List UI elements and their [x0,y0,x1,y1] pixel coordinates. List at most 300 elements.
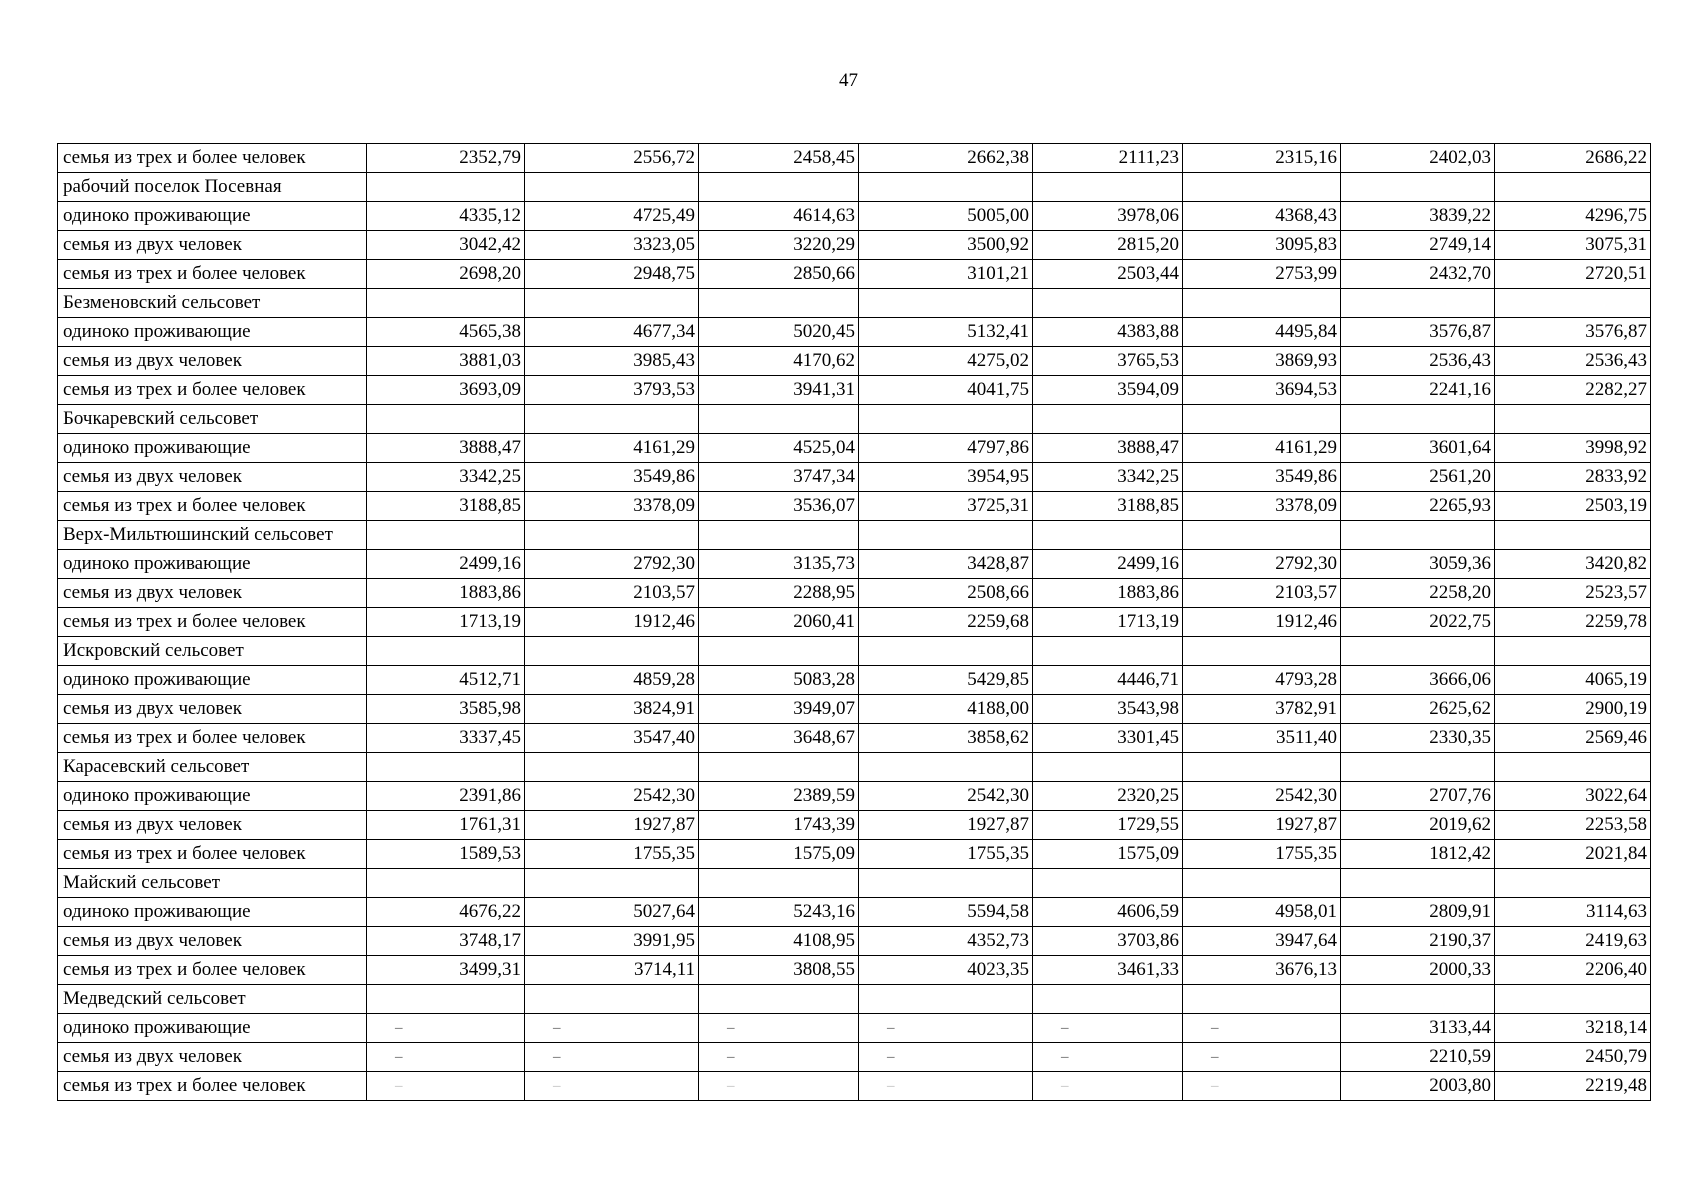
value-cell: 2219,48 [1495,1072,1651,1101]
value-cell: 1755,35 [859,840,1033,869]
value-cell: 3985,43 [525,347,699,376]
empty-cell [1183,289,1341,318]
table-row [58,202,1651,231]
row-label: семья из трех и более человек [58,840,367,869]
empty-cell [1341,985,1495,1014]
empty-value-dash: – [525,1072,699,1101]
value-cell: 2499,16 [1033,550,1183,579]
value-cell: 2320,25 [1033,782,1183,811]
value-cell: 3095,83 [1183,231,1341,260]
value-cell: 2241,16 [1341,376,1495,405]
value-cell: 2815,20 [1033,231,1183,260]
value-cell: 3947,64 [1183,927,1341,956]
row-label: семья из трех и более человек [58,1072,367,1101]
value-cell: 4677,34 [525,318,699,347]
group-label: Медведский сельсовет [58,985,367,1014]
empty-cell [367,521,525,550]
value-cell: 4065,19 [1495,666,1651,695]
value-cell: 3941,31 [699,376,859,405]
value-cell: 3782,91 [1183,695,1341,724]
value-cell: 2288,95 [699,579,859,608]
empty-cell [525,289,699,318]
value-cell: 2060,41 [699,608,859,637]
value-cell: 2542,30 [859,782,1033,811]
table-row [58,1014,1651,1043]
value-cell: 2259,68 [859,608,1033,637]
value-cell: 3220,29 [699,231,859,260]
value-cell: 1743,39 [699,811,859,840]
table-row [58,1043,1651,1072]
value-cell: 2210,59 [1341,1043,1495,1072]
value-cell: 3888,47 [367,434,525,463]
empty-value-dash: – [699,1072,859,1101]
value-cell: 3188,85 [1033,492,1183,521]
table-row [58,840,1651,869]
empty-cell [1033,637,1183,666]
value-cell: 3101,21 [859,260,1033,289]
value-cell: 4296,75 [1495,202,1651,231]
table-row [58,579,1651,608]
value-cell: 2003,80 [1341,1072,1495,1101]
empty-value-dash: – [1183,1072,1341,1101]
value-cell: 1927,87 [859,811,1033,840]
value-cell: 1755,35 [1183,840,1341,869]
value-cell: 2686,22 [1495,144,1651,173]
value-cell: 1927,87 [525,811,699,840]
value-cell: 4161,29 [525,434,699,463]
row-label: одиноко проживающие [58,434,367,463]
value-cell: 2503,19 [1495,492,1651,521]
empty-cell [859,637,1033,666]
empty-value-dash: – [1033,1014,1183,1043]
table-row [58,376,1651,405]
value-cell: 5005,00 [859,202,1033,231]
value-cell: 3954,95 [859,463,1033,492]
value-cell: 3075,31 [1495,231,1651,260]
row-label: семья из двух человек [58,811,367,840]
row-label: одиноко проживающие [58,550,367,579]
table-row [58,811,1651,840]
row-label: семья из трех и более человек [58,376,367,405]
empty-cell [367,289,525,318]
value-cell: 2536,43 [1495,347,1651,376]
group-label: Майский сельсовет [58,869,367,898]
empty-cell [859,753,1033,782]
value-cell: 1589,53 [367,840,525,869]
value-cell: 2352,79 [367,144,525,173]
value-cell: 4725,49 [525,202,699,231]
table-row [58,956,1651,985]
value-cell: 3703,86 [1033,927,1183,956]
table-row [58,231,1651,260]
empty-value-dash: – [699,1043,859,1072]
value-cell: 3998,92 [1495,434,1651,463]
row-label: семья из двух человек [58,927,367,956]
value-cell: 3059,36 [1341,550,1495,579]
empty-cell [1033,405,1183,434]
table-row [58,666,1651,695]
value-cell: 2315,16 [1183,144,1341,173]
value-cell: 2206,40 [1495,956,1651,985]
value-cell: 3549,86 [525,463,699,492]
group-header-row [58,753,1651,782]
empty-cell [1033,173,1183,202]
value-cell: 3666,06 [1341,666,1495,695]
empty-cell [1495,289,1651,318]
value-cell: 4041,75 [859,376,1033,405]
value-cell: 1927,87 [1183,811,1341,840]
empty-cell [699,869,859,898]
value-cell: 3714,11 [525,956,699,985]
group-header-row [58,521,1651,550]
value-cell: 2391,86 [367,782,525,811]
group-label: Безменовский сельсовет [58,289,367,318]
empty-value-dash: – [1033,1043,1183,1072]
value-cell: 3648,67 [699,724,859,753]
empty-cell [1183,753,1341,782]
value-cell: 2833,92 [1495,463,1651,492]
value-cell: 3342,25 [1033,463,1183,492]
value-cell: 4161,29 [1183,434,1341,463]
value-cell: 3342,25 [367,463,525,492]
row-label: одиноко проживающие [58,666,367,695]
table-row [58,927,1651,956]
empty-cell [525,985,699,1014]
value-cell: 3869,93 [1183,347,1341,376]
empty-value-dash: – [859,1014,1033,1043]
value-cell: 3576,87 [1495,318,1651,347]
empty-cell [1033,289,1183,318]
empty-cell [1495,637,1651,666]
row-label: семья из трех и более человек [58,724,367,753]
row-label: одиноко проживающие [58,1014,367,1043]
empty-cell [1341,869,1495,898]
row-label: одиноко проживающие [58,782,367,811]
value-cell: 3808,55 [699,956,859,985]
table-row [58,347,1651,376]
value-cell: 3218,14 [1495,1014,1651,1043]
empty-value-dash: – [367,1043,525,1072]
empty-cell [699,753,859,782]
row-label: семья из двух человек [58,1043,367,1072]
value-cell: 4170,62 [699,347,859,376]
row-label: одиноко проживающие [58,898,367,927]
group-label: Карасевский сельсовет [58,753,367,782]
value-cell: 1575,09 [699,840,859,869]
empty-cell [525,637,699,666]
empty-value-dash: – [367,1072,525,1101]
table-row [58,724,1651,753]
value-cell: 1713,19 [1033,608,1183,637]
empty-cell [1183,637,1341,666]
empty-cell [525,521,699,550]
group-label: Верх-Мильтюшинский сельсовет [58,521,367,550]
empty-cell [1495,985,1651,1014]
value-cell: 1729,55 [1033,811,1183,840]
value-cell: 2000,33 [1341,956,1495,985]
value-cell: 3576,87 [1341,318,1495,347]
value-cell: 2753,99 [1183,260,1341,289]
row-label: семья из трех и более человек [58,144,367,173]
empty-cell [859,869,1033,898]
empty-cell [1495,173,1651,202]
value-cell: 2508,66 [859,579,1033,608]
empty-cell [1183,985,1341,1014]
value-cell: 2720,51 [1495,260,1651,289]
value-cell: 4352,73 [859,927,1033,956]
value-cell: 4383,88 [1033,318,1183,347]
group-header-row [58,173,1651,202]
value-cell: 5027,64 [525,898,699,927]
value-cell: 3114,63 [1495,898,1651,927]
empty-cell [699,405,859,434]
empty-cell [1183,869,1341,898]
empty-cell [1033,985,1183,1014]
empty-cell [1033,521,1183,550]
group-header-row [58,637,1651,666]
empty-cell [859,521,1033,550]
value-cell: 2282,27 [1495,376,1651,405]
value-cell: 5132,41 [859,318,1033,347]
empty-cell [1495,869,1651,898]
value-cell: 2389,59 [699,782,859,811]
value-cell: 3991,95 [525,927,699,956]
value-cell: 3301,45 [1033,724,1183,753]
value-cell: 3428,87 [859,550,1033,579]
row-label: семья из двух человек [58,463,367,492]
empty-cell [367,985,525,1014]
value-cell: 3839,22 [1341,202,1495,231]
empty-cell [1341,753,1495,782]
value-cell: 3601,64 [1341,434,1495,463]
empty-value-dash: – [859,1072,1033,1101]
value-cell: 1912,46 [525,608,699,637]
row-label: одиноко проживающие [58,318,367,347]
value-cell: 2542,30 [1183,782,1341,811]
empty-value-dash: – [367,1014,525,1043]
value-cell: 3499,31 [367,956,525,985]
value-cell: 2103,57 [525,579,699,608]
value-cell: 3337,45 [367,724,525,753]
empty-cell [1495,753,1651,782]
value-cell: 3378,09 [525,492,699,521]
value-cell: 3765,53 [1033,347,1183,376]
value-cell: 3748,17 [367,927,525,956]
value-cell: 2948,75 [525,260,699,289]
row-label: семья из трех и более человек [58,492,367,521]
table-row [58,144,1651,173]
empty-cell [367,869,525,898]
value-cell: 3500,92 [859,231,1033,260]
value-cell: 2253,58 [1495,811,1651,840]
table-row [58,463,1651,492]
empty-cell [1341,521,1495,550]
value-cell: 4275,02 [859,347,1033,376]
table-row [58,492,1651,521]
value-cell: 2809,91 [1341,898,1495,927]
row-label: одиноко проживающие [58,202,367,231]
value-cell: 4495,84 [1183,318,1341,347]
value-cell: 4859,28 [525,666,699,695]
value-cell: 3676,13 [1183,956,1341,985]
value-cell: 2019,62 [1341,811,1495,840]
table-row [58,434,1651,463]
empty-cell [859,985,1033,1014]
value-cell: 2190,37 [1341,927,1495,956]
empty-value-dash: – [699,1014,859,1043]
value-cell: 2503,44 [1033,260,1183,289]
empty-cell [699,637,859,666]
empty-cell [1495,405,1651,434]
value-cell: 3978,06 [1033,202,1183,231]
value-cell: 2402,03 [1341,144,1495,173]
group-label: рабочий поселок Посевная [58,173,367,202]
value-cell: 1761,31 [367,811,525,840]
empty-cell [1183,405,1341,434]
value-cell: 2111,23 [1033,144,1183,173]
value-cell: 3135,73 [699,550,859,579]
group-header-row [58,289,1651,318]
value-cell: 3824,91 [525,695,699,724]
value-cell: 1883,86 [367,579,525,608]
empty-cell [525,173,699,202]
value-cell: 2432,70 [1341,260,1495,289]
value-cell: 3881,03 [367,347,525,376]
empty-cell [699,985,859,1014]
table-row [58,608,1651,637]
value-cell: 2561,20 [1341,463,1495,492]
table-row [58,260,1651,289]
value-cell: 3188,85 [367,492,525,521]
table-row [58,550,1651,579]
value-cell: 2900,19 [1495,695,1651,724]
value-cell: 3536,07 [699,492,859,521]
value-cell: 2259,78 [1495,608,1651,637]
value-cell: 4606,59 [1033,898,1183,927]
value-cell: 1912,46 [1183,608,1341,637]
value-cell: 3547,40 [525,724,699,753]
value-cell: 3133,44 [1341,1014,1495,1043]
value-cell: 2749,14 [1341,231,1495,260]
value-cell: 4023,35 [859,956,1033,985]
empty-cell [1033,869,1183,898]
value-cell: 1812,42 [1341,840,1495,869]
value-cell: 4797,86 [859,434,1033,463]
table-row [58,898,1651,927]
table-row [58,782,1651,811]
value-cell: 5429,85 [859,666,1033,695]
row-label: семья из трех и более человек [58,260,367,289]
table-body [58,144,1651,1101]
value-cell: 2625,62 [1341,695,1495,724]
value-cell: 1755,35 [525,840,699,869]
value-cell: 4565,38 [367,318,525,347]
row-label: семья из двух человек [58,579,367,608]
empty-cell [1495,521,1651,550]
empty-cell [859,405,1033,434]
value-cell: 2662,38 [859,144,1033,173]
value-cell: 2698,20 [367,260,525,289]
value-cell: 3378,09 [1183,492,1341,521]
table-row [58,1072,1651,1101]
empty-cell [699,289,859,318]
cost-table [57,143,1651,1101]
empty-cell [367,637,525,666]
value-cell: 2265,93 [1341,492,1495,521]
value-cell: 4108,95 [699,927,859,956]
empty-cell [367,753,525,782]
empty-cell [525,405,699,434]
group-header-row [58,405,1651,434]
group-label: Искровский сельсовет [58,637,367,666]
value-cell: 3420,82 [1495,550,1651,579]
group-header-row [58,985,1651,1014]
empty-cell [1183,521,1341,550]
empty-cell [1183,173,1341,202]
row-label: семья из двух человек [58,347,367,376]
value-cell: 2542,30 [525,782,699,811]
value-cell: 3585,98 [367,695,525,724]
table-row [58,318,1651,347]
value-cell: 3022,64 [1495,782,1651,811]
value-cell: 2330,35 [1341,724,1495,753]
value-cell: 3693,09 [367,376,525,405]
row-label: семья из трех и более человек [58,608,367,637]
value-cell: 2022,75 [1341,608,1495,637]
empty-cell [367,173,525,202]
value-cell: 4188,00 [859,695,1033,724]
value-cell: 2450,79 [1495,1043,1651,1072]
value-cell: 2792,30 [1183,550,1341,579]
empty-value-dash: – [1183,1043,1341,1072]
value-cell: 2792,30 [525,550,699,579]
value-cell: 2021,84 [1495,840,1651,869]
value-cell: 5083,28 [699,666,859,695]
empty-value-dash: – [525,1043,699,1072]
value-cell: 3949,07 [699,695,859,724]
empty-cell [859,173,1033,202]
value-cell: 3725,31 [859,492,1033,521]
row-label: семья из двух человек [58,231,367,260]
value-cell: 4614,63 [699,202,859,231]
value-cell: 2556,72 [525,144,699,173]
value-cell: 2103,57 [1183,579,1341,608]
value-cell: 5594,58 [859,898,1033,927]
empty-cell [1033,753,1183,782]
empty-cell [1341,173,1495,202]
empty-cell [1341,289,1495,318]
page-number: 47 [839,70,858,91]
row-label: семья из трех и более человек [58,956,367,985]
value-cell: 3594,09 [1033,376,1183,405]
value-cell: 3858,62 [859,724,1033,753]
table-row [58,695,1651,724]
row-label: семья из двух человек [58,695,367,724]
value-cell: 2707,76 [1341,782,1495,811]
empty-cell [859,289,1033,318]
empty-value-dash: – [525,1014,699,1043]
empty-value-dash: – [859,1043,1033,1072]
group-header-row [58,869,1651,898]
value-cell: 1575,09 [1033,840,1183,869]
value-cell: 4335,12 [367,202,525,231]
value-cell: 3888,47 [1033,434,1183,463]
value-cell: 3511,40 [1183,724,1341,753]
empty-cell [699,173,859,202]
value-cell: 2523,57 [1495,579,1651,608]
value-cell: 4793,28 [1183,666,1341,695]
empty-value-dash: – [1183,1014,1341,1043]
